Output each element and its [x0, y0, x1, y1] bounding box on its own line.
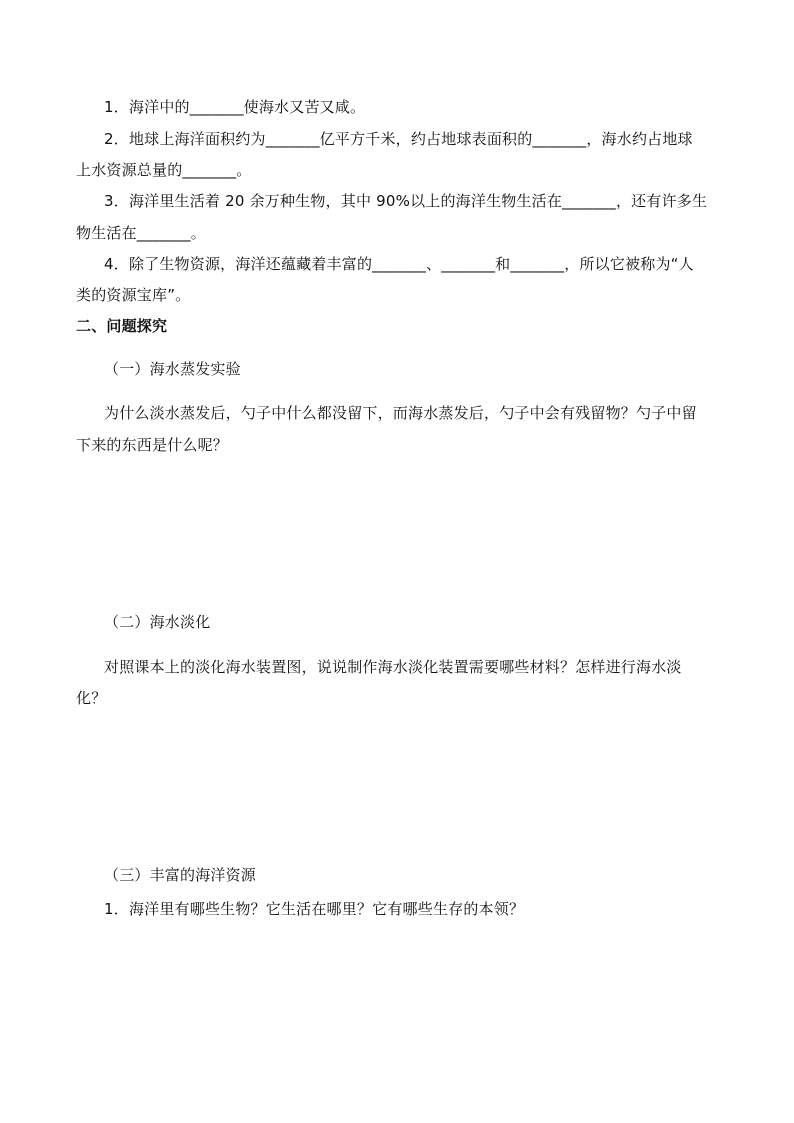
fill-question-1: 1．海洋中的_______使海水又苦又咸。 [104, 98, 366, 116]
fill-question-3-line-1: 3．海洋里生活着 20 余万种生物，其中 90%以上的海洋生物生活在_______，还有许多生 [104, 192, 708, 210]
part-3-question-1: 1．海洋里有哪些生物？它生活在哪里？它有哪些生存的本领？ [104, 900, 525, 918]
fill-question-2-line-1: 2．地球上海洋面积约为_______亿平方千米，约占地球表面积的_______，海水约占地球 [104, 130, 693, 148]
fill-question-3-line-2: 物生活在_______。 [76, 224, 206, 242]
section-heading: 二、问题探究 [76, 317, 168, 335]
part-2-question-line-1: 对照课本上的淡化海水装置图，说说制作海水淡化装置需要哪些材料？怎样进行海水淡 [104, 658, 682, 676]
part-1-question-line-1: 为什么淡水蒸发后，勺子中什么都没留下，而海水蒸发后，勺子中会有残留物？勺子中留 [104, 404, 697, 422]
part-3-title: （三）丰富的海洋资源 [104, 866, 257, 884]
part-1-question-line-2: 下来的东西是什么呢？ [76, 436, 229, 454]
part-1-title: （一）海水蒸发实验 [104, 360, 241, 378]
fill-question-2-line-2: 上水资源总量的_______。 [76, 161, 252, 179]
part-2-question-line-2: 化？ [76, 689, 107, 707]
fill-question-4-line-1: 4．除了生物资源，海洋还蕴藏着丰富的_______、_______和_______，所以它被称为“人 [104, 255, 694, 273]
fill-question-4-line-2: 类的资源宝库”。 [76, 286, 191, 304]
part-2-title: （二）海水淡化 [104, 613, 211, 631]
